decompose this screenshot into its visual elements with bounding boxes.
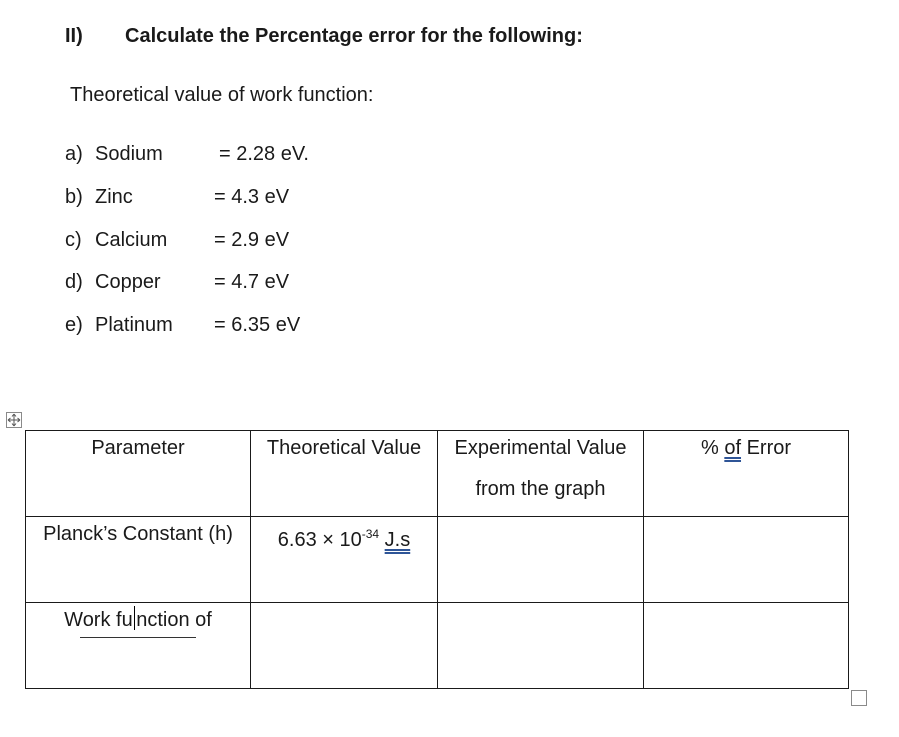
work-function-label	[26, 599, 250, 641]
material-name: Zinc	[95, 186, 133, 208]
header-cell-experimental[interactable]	[438, 431, 644, 517]
results-table	[25, 430, 849, 689]
cell-work-function-theoretical[interactable]	[251, 603, 438, 689]
table-move-handle[interactable]	[6, 412, 22, 428]
table-resize-handle[interactable]	[851, 690, 867, 706]
header-cell-parameter[interactable]	[26, 431, 251, 517]
material-value: = 2.28 eV.	[219, 143, 309, 165]
list-item-calcium	[0, 229, 899, 259]
material-value: = 4.7 eV	[214, 271, 290, 293]
planck-base: 6.63 × 10	[277, 529, 362, 551]
header-error	[644, 427, 848, 469]
table-row-planck	[26, 517, 849, 603]
list-marker: c)	[65, 229, 82, 251]
move-arrows-icon	[7, 413, 21, 427]
list-marker: b)	[65, 186, 83, 208]
header-error-prefix: %	[700, 437, 725, 459]
section-number: II)	[65, 25, 83, 47]
material-value: = 6.35 eV	[214, 314, 301, 336]
list-item-sodium	[0, 143, 899, 173]
table-row-work-function	[26, 603, 849, 689]
text-cursor	[134, 606, 136, 630]
list-item-zinc	[0, 186, 899, 216]
cell-planck-theoretical[interactable]	[251, 517, 438, 603]
work-label-part-b: nction of	[136, 609, 212, 631]
header-error-suffix: Error	[741, 437, 792, 459]
header-error-of: of	[724, 437, 742, 459]
list-marker: a)	[65, 143, 83, 165]
cell-work-function-experimental[interactable]	[438, 603, 644, 689]
material-name: Sodium	[95, 143, 163, 165]
cell-planck-label[interactable]	[26, 517, 251, 603]
section-title: Calculate the Percentage error for the following:	[125, 25, 583, 47]
header-cell-error[interactable]	[644, 431, 849, 517]
planck-unit: J.s	[384, 529, 411, 551]
table-header-row	[26, 431, 849, 517]
cell-planck-error[interactable]	[644, 517, 849, 603]
material-name: Copper	[95, 271, 161, 293]
header-experimental-line1: Experimental Value	[454, 437, 627, 459]
cell-work-function-label[interactable]	[26, 603, 251, 689]
header-experimental-line2: from the graph	[475, 478, 606, 500]
planck-exponent: -34	[361, 527, 380, 541]
cell-planck-experimental[interactable]	[438, 517, 644, 603]
list-marker: e)	[65, 314, 83, 336]
header-cell-theoretical[interactable]	[251, 431, 438, 517]
planck-value	[251, 513, 437, 561]
list-item-platinum	[0, 314, 899, 344]
material-name: Platinum	[95, 314, 173, 336]
header-theoretical: Theoretical Value	[266, 437, 422, 459]
cell-work-function-error[interactable]	[644, 603, 849, 689]
list-marker: d)	[65, 271, 83, 293]
list-item-copper	[0, 271, 899, 301]
material-value: = 2.9 eV	[214, 229, 290, 251]
planck-label: Planck’s Constant (h)	[43, 523, 233, 545]
intro-text: Theoretical value of work function:	[70, 84, 374, 106]
work-label-part-a: Work fu	[64, 609, 133, 631]
material-value: = 4.3 eV	[214, 186, 290, 208]
material-name: Calcium	[95, 229, 168, 251]
header-parameter: Parameter	[91, 437, 185, 459]
